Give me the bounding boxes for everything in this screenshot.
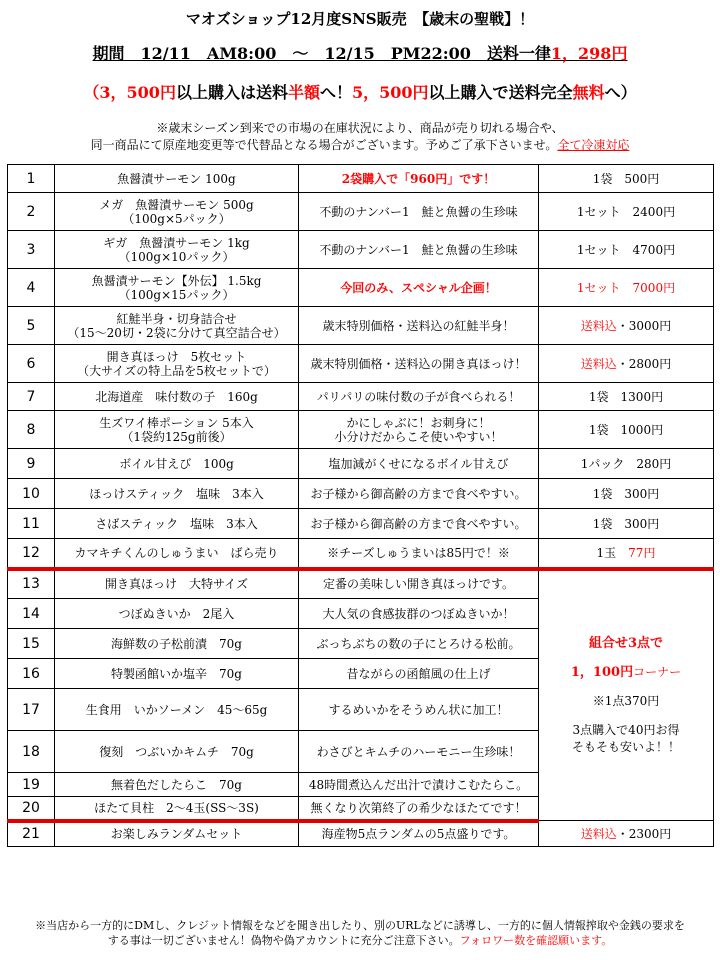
combo-line-5: そもそも安いよ！！ <box>571 739 680 754</box>
item-number: 19 <box>8 773 55 797</box>
item-name-line: 生ズワイ棒ポーション 5本入 <box>99 415 254 430</box>
item-description-line: わさびとキムチのハーモニー生珍味！ <box>316 744 521 759</box>
table-row <box>8 193 714 231</box>
item-description-line: 海産物5点ランダムの5点盛りです。 <box>321 827 516 842</box>
item-name-line: 開き真ほっけ 5枚セット <box>106 349 247 364</box>
item-name <box>55 345 299 383</box>
item-number: 10 <box>8 479 55 509</box>
promo-threshold-2: 5，500円 <box>352 83 429 102</box>
item-name-line: ボイル甘えび 100g <box>119 456 234 471</box>
table-row <box>8 569 714 599</box>
item-name-line: さばスティック 塩味 3本入 <box>95 516 258 531</box>
item-name-line: ほたて貝柱 2～4玉(SS～3S) <box>94 800 259 815</box>
item-number: 6 <box>8 345 55 383</box>
item-name <box>55 731 299 773</box>
stock-notice <box>0 120 720 154</box>
combo-price: 1，100円 <box>570 664 634 680</box>
promo-half: 半額 <box>287 83 320 102</box>
item-price: 1袋 500円 <box>539 165 714 193</box>
item-description-line: 定番の美味しい開き真ほっけです。 <box>322 577 515 592</box>
promo-free: 無料 <box>572 83 605 102</box>
notice-line-1: ※歳末シーズン到来での市場の在庫状況により、商品が売り切れる場合や、 <box>156 121 564 135</box>
item-price: 1袋 300円 <box>539 509 714 539</box>
item-number: 20 <box>8 797 55 821</box>
item-name <box>55 231 299 269</box>
item-name <box>55 383 299 411</box>
item-price: 1セット 7000円 <box>539 269 714 307</box>
item-description-line: 小分けだからこそ使いやすい！ <box>334 429 503 444</box>
item-price-part: ・3000円 <box>616 318 672 333</box>
item-name-line: （大サイズの特上品を5枚セットで） <box>77 363 276 378</box>
item-number: 7 <box>8 383 55 411</box>
shipping-promo <box>0 80 720 103</box>
notice-line-2 <box>0 137 720 154</box>
promo-paren-open: （ <box>83 83 100 102</box>
item-name-line: 生食用 いかソーメン 45～65g <box>85 702 268 717</box>
item-price-part: ・2300円 <box>616 826 672 841</box>
item-name <box>55 449 299 479</box>
combo-line-4: 3点購入で40円お得 <box>572 722 680 737</box>
table-row <box>8 307 714 345</box>
warning-line-2-text: する事は一切ございません！偽物や偽アカウントに充分ご注意下さい。 <box>107 934 460 947</box>
item-name-line: つぼぬきいか 2尾入 <box>118 606 235 621</box>
item-number: 11 <box>8 509 55 539</box>
item-description <box>299 599 539 629</box>
table-row <box>8 411 714 449</box>
item-description <box>299 539 539 569</box>
item-name-line: 無着色だしたらこ 70g <box>111 777 242 792</box>
fraud-warning <box>0 918 720 948</box>
item-number: 4 <box>8 269 55 307</box>
item-description <box>299 231 539 269</box>
item-name-line: （100g×15パック） <box>118 287 235 302</box>
item-description <box>299 821 539 847</box>
item-name-line: 魚醤漬サーモン【外伝】 1.5kg <box>91 273 262 288</box>
item-price: 1セット 4700円 <box>539 231 714 269</box>
item-number: 2 <box>8 193 55 231</box>
item-description-line: お子様から御高齢の方まで食べやすい。 <box>310 516 527 531</box>
combo-line-1: 組合せ3点で <box>588 635 664 651</box>
item-name-line: 特製函館いか塩辛 70g <box>111 666 242 681</box>
item-price <box>539 539 714 569</box>
item-description <box>299 269 539 307</box>
item-price-part: 送料込 <box>580 356 617 371</box>
item-description <box>299 659 539 689</box>
item-name-line: （100g×10パック） <box>118 249 235 264</box>
item-price-part: ・2800円 <box>616 356 672 371</box>
item-name-line: 魚醤漬サーモン 100g <box>117 171 236 186</box>
table-row <box>8 539 714 569</box>
item-description <box>299 193 539 231</box>
item-description-line: 48時間煮込んだ出汁で漬けこむたらこ。 <box>308 777 529 792</box>
table-row <box>8 821 714 847</box>
item-name-line: お楽しみランダムセット <box>110 827 243 842</box>
item-price-part: 送料込 <box>580 318 617 333</box>
item-name <box>55 569 299 599</box>
item-price <box>539 821 714 847</box>
item-description-line: 無くなり次第終了の希少なほたてです！ <box>310 800 527 815</box>
item-description-line: パリパリの味付数の子が食べられる！ <box>316 389 521 404</box>
notice-line-2-text: 同一商品にて原産地変更等で代替品となる場合がございます。予めご了承下さいませ。 <box>90 138 558 152</box>
combo-offer <box>539 569 714 821</box>
item-name <box>55 659 299 689</box>
item-name-line: 北海道産 味付数の子 160g <box>95 389 258 404</box>
promo-text-3: 以上購入で送料完全 <box>428 83 573 102</box>
item-description-line: ぶっちぶちの数の子にとろける松前。 <box>316 636 521 651</box>
item-name-line: （1袋約125g前後） <box>121 429 232 444</box>
item-description-line: 不動のナンバー1 鮭と魚醤の生珍味 <box>319 242 518 257</box>
table-row <box>8 345 714 383</box>
item-description <box>299 731 539 773</box>
item-name <box>55 821 299 847</box>
item-description <box>299 307 539 345</box>
item-price-part: 77円 <box>628 545 656 560</box>
item-description-line: 歳末特別価格・送料込の紅鮭半身！ <box>322 318 515 333</box>
item-name <box>55 165 299 193</box>
item-description-line: 今回のみ、スペシャル企画！ <box>340 280 497 295</box>
item-name-line: カマキチくんのしゅうまい ばら売り <box>74 545 279 560</box>
item-price: 1袋 300円 <box>539 479 714 509</box>
item-description-line: 歳末特別価格・送料込の開き真ほっけ！ <box>310 356 527 371</box>
item-name <box>55 539 299 569</box>
item-description <box>299 569 539 599</box>
item-description-line: 大人気の食感抜群のつぼぬきいか！ <box>322 606 515 621</box>
item-name <box>55 509 299 539</box>
item-description <box>299 689 539 731</box>
item-name <box>55 773 299 797</box>
item-price-part: 送料込 <box>580 826 617 841</box>
item-number: 9 <box>8 449 55 479</box>
item-name <box>55 689 299 731</box>
item-name-line: （15～20切・2袋に分けて真空詰合せ） <box>67 325 286 340</box>
table-row <box>8 449 714 479</box>
item-name <box>55 307 299 345</box>
item-description-line: 昔ながらの函館風の仕上げ <box>346 666 491 681</box>
item-number: 5 <box>8 307 55 345</box>
item-description <box>299 509 539 539</box>
item-description-line: 2袋購入で「960円」です！ <box>341 171 496 186</box>
item-number: 8 <box>8 411 55 449</box>
item-number: 14 <box>8 599 55 629</box>
item-name-line: 復刻 つぶいかキムチ 70g <box>99 744 254 759</box>
item-description <box>299 345 539 383</box>
table-row <box>8 383 714 411</box>
table-row <box>8 231 714 269</box>
item-description <box>299 411 539 449</box>
item-number: 16 <box>8 659 55 689</box>
item-name-line: ギガ 魚醤漬サーモン 1kg <box>103 235 250 250</box>
item-number: 15 <box>8 629 55 659</box>
item-description-line: 塩加減がくせになるボイル甘えび <box>328 456 509 471</box>
item-number: 12 <box>8 539 55 569</box>
item-description-line: 不動のナンバー1 鮭と魚醤の生珍味 <box>319 204 518 219</box>
promo-paren-close: へ） <box>604 83 637 102</box>
item-price <box>539 307 714 345</box>
item-price: 1袋 1000円 <box>539 411 714 449</box>
item-description <box>299 797 539 821</box>
item-name-line: 海鮮数の子松前漬 70g <box>111 636 242 651</box>
table-row <box>8 165 714 193</box>
warning-line-2 <box>0 933 720 948</box>
item-name <box>55 629 299 659</box>
page-title: マオズショップ12月度SNS販売 【歳末の聖戦】！ <box>185 10 535 28</box>
promo-threshold-1: 3，500円 <box>99 83 176 102</box>
item-price <box>539 345 714 383</box>
item-price: 1パック 280円 <box>539 449 714 479</box>
product-table <box>7 164 714 847</box>
item-price: 1袋 1300円 <box>539 383 714 411</box>
item-price: 1セット 2400円 <box>539 193 714 231</box>
item-name-line: メガ 魚醤漬サーモン 500g <box>99 197 254 212</box>
item-description-line: お子様から御高齢の方まで食べやすい。 <box>310 486 527 501</box>
frozen-notice: 全て冷凍対応 <box>557 138 630 152</box>
warning-line-1: ※当店から一方的にDMし、クレジット情報をなどを聞き出したり、別のURLなどに誘導し、一方的に個人情報搾取や金銭の要求を <box>35 919 685 932</box>
table-row <box>8 509 714 539</box>
item-name <box>55 599 299 629</box>
combo-corner: コーナー <box>633 664 682 679</box>
item-name <box>55 797 299 821</box>
shipping-price: 1，298円 <box>550 44 628 63</box>
combo-line-2 <box>541 664 711 681</box>
combo-line-3: ※1点370円 <box>592 693 660 708</box>
item-name <box>55 411 299 449</box>
item-description-line: かにしゃぶに！お刺身に！ <box>346 415 491 430</box>
table-row <box>8 269 714 307</box>
item-number: 13 <box>8 569 55 599</box>
item-number: 17 <box>8 689 55 731</box>
period-text: 期間 12/11 AM8:00 ～ 12/15 PM22:00 送料一律 <box>92 44 551 63</box>
item-price-part: 1玉 <box>596 545 629 560</box>
item-name-line: 開き真ほっけ 大特サイズ <box>104 577 249 592</box>
item-number: 18 <box>8 731 55 773</box>
item-description-line: するめいかをそうめん状に加工！ <box>328 702 509 717</box>
sale-period <box>0 41 720 64</box>
item-name-line: （100g×5パック） <box>122 211 231 226</box>
item-name <box>55 269 299 307</box>
item-number: 21 <box>8 821 55 847</box>
item-name <box>55 479 299 509</box>
item-description <box>299 773 539 797</box>
item-description <box>299 629 539 659</box>
table-row <box>8 479 714 509</box>
item-name-line: ほっけスティック 塩味 3本入 <box>89 486 264 501</box>
item-name <box>55 193 299 231</box>
item-number: 3 <box>8 231 55 269</box>
item-description-line: ※チーズしゅうまいは85円で！※ <box>327 545 510 560</box>
item-description <box>299 449 539 479</box>
item-description <box>299 383 539 411</box>
promo-text-1: 以上購入は送料 <box>175 83 288 102</box>
item-name-line: 紅鮭半身・切身詰合せ <box>116 311 237 326</box>
promo-text-2: へ！ <box>319 83 352 102</box>
item-description <box>299 479 539 509</box>
item-number: 1 <box>8 165 55 193</box>
item-description <box>299 165 539 193</box>
follower-check-note: フォロワー数を確認願います。 <box>459 934 613 947</box>
